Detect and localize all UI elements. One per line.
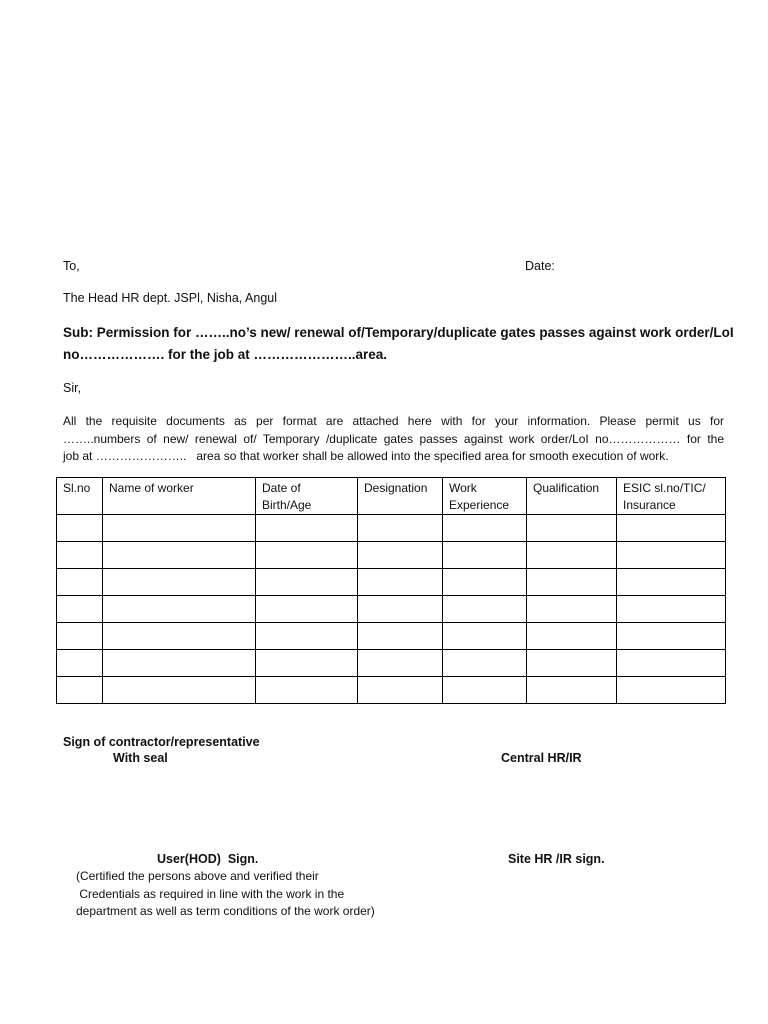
body-line-1: All the requisite documents as per format are attached here with for your information. Please permit us for [63,414,724,428]
certification-line-2: Credentials as required in line with the work in the [76,886,345,901]
cell-qualification[interactable] [527,515,617,542]
cell-designation[interactable] [358,569,443,596]
cell-designation[interactable] [358,542,443,569]
cell-designation[interactable] [358,515,443,542]
cell-slno[interactable] [57,515,103,542]
to-label: To, [63,259,80,273]
header-designation: Designation [358,478,443,515]
cell-dob[interactable] [256,515,358,542]
cell-dob[interactable] [256,623,358,650]
table-row [57,623,726,650]
cell-designation[interactable] [358,650,443,677]
cell-esic[interactable] [617,542,726,569]
cell-qualification[interactable] [527,569,617,596]
cell-slno[interactable] [57,650,103,677]
cell-slno[interactable] [57,569,103,596]
cell-esic[interactable] [617,623,726,650]
cell-dob[interactable] [256,596,358,623]
cell-esic[interactable] [617,650,726,677]
certification-note [76,868,375,921]
cell-qualification[interactable] [527,596,617,623]
cell-designation[interactable] [358,623,443,650]
addressee: The Head HR dept. JSPl, Nisha, Angul [63,291,278,305]
cell-name[interactable] [103,677,256,704]
table-row [57,542,726,569]
contractor-signature-label: Sign of contractor/representative [63,735,260,749]
workers-table [56,477,726,704]
table-row [57,515,726,542]
cell-dob[interactable] [256,650,358,677]
cell-esic[interactable] [617,677,726,704]
cell-experience[interactable] [443,569,527,596]
site-hr-signature-label: Site HR /IR sign. [508,852,605,866]
subject-line-1: Sub: Permission for ……..no’s new/ renewal of/Temporary/duplicate gates passes against work order/LoI [63,325,734,340]
cell-esic[interactable] [617,515,726,542]
cell-name[interactable] [103,569,256,596]
cell-qualification[interactable] [527,677,617,704]
body-line-2: ……..numbers of new/ renewal of/ Temporary /duplicate gates passes against work order/LoI no……………… for the [63,431,724,446]
cell-name[interactable] [103,623,256,650]
cell-name[interactable] [103,515,256,542]
table-header-row [57,478,726,515]
cell-qualification[interactable] [527,623,617,650]
cell-slno[interactable] [57,623,103,650]
cell-name[interactable] [103,596,256,623]
cell-slno[interactable] [57,677,103,704]
table-row [57,677,726,704]
certification-line-3: department as well as term conditions of the work order) [76,904,375,918]
header-esic: ESIC sl.no/TIC/ Insurance [617,478,726,515]
cell-experience[interactable] [443,623,527,650]
cell-experience[interactable] [443,542,527,569]
cell-dob[interactable] [256,542,358,569]
cell-experience[interactable] [443,515,527,542]
body-line-3: job at ………………….. area so that worker shall be allowed into the specified area for smooth execution of work. [63,449,669,463]
header-name-of-worker: Name of worker [103,478,256,515]
date-label: Date: [525,259,555,273]
cell-qualification[interactable] [527,650,617,677]
header-qualification: Qualification [527,478,617,515]
cell-experience[interactable] [443,677,527,704]
cell-experience[interactable] [443,596,527,623]
header-work-experience: Work Experience [443,478,527,515]
body-paragraph [63,413,724,466]
header-slno: Sl.no [57,478,103,515]
cell-dob[interactable] [256,677,358,704]
seal-label: With seal [113,751,168,765]
subject-line-2: no………………. for the job at …………………..area. [63,347,388,362]
cell-dob[interactable] [256,569,358,596]
certification-line-1: (Certified the persons above and verified their [76,869,319,883]
salutation: Sir, [63,381,82,395]
cell-name[interactable] [103,650,256,677]
table-row [57,650,726,677]
cell-slno[interactable] [57,596,103,623]
cell-experience[interactable] [443,650,527,677]
table-row [57,596,726,623]
cell-name[interactable] [103,542,256,569]
cell-esic[interactable] [617,569,726,596]
cell-esic[interactable] [617,596,726,623]
central-hr-label: Central HR/IR [501,751,582,765]
cell-designation[interactable] [358,596,443,623]
cell-designation[interactable] [358,677,443,704]
subject [63,322,734,366]
cell-slno[interactable] [57,542,103,569]
cell-qualification[interactable] [527,542,617,569]
table-row [57,569,726,596]
header-date-of-birth: Date of Birth/Age [256,478,358,515]
user-hod-signature-label: User(HOD) Sign. [157,852,259,866]
